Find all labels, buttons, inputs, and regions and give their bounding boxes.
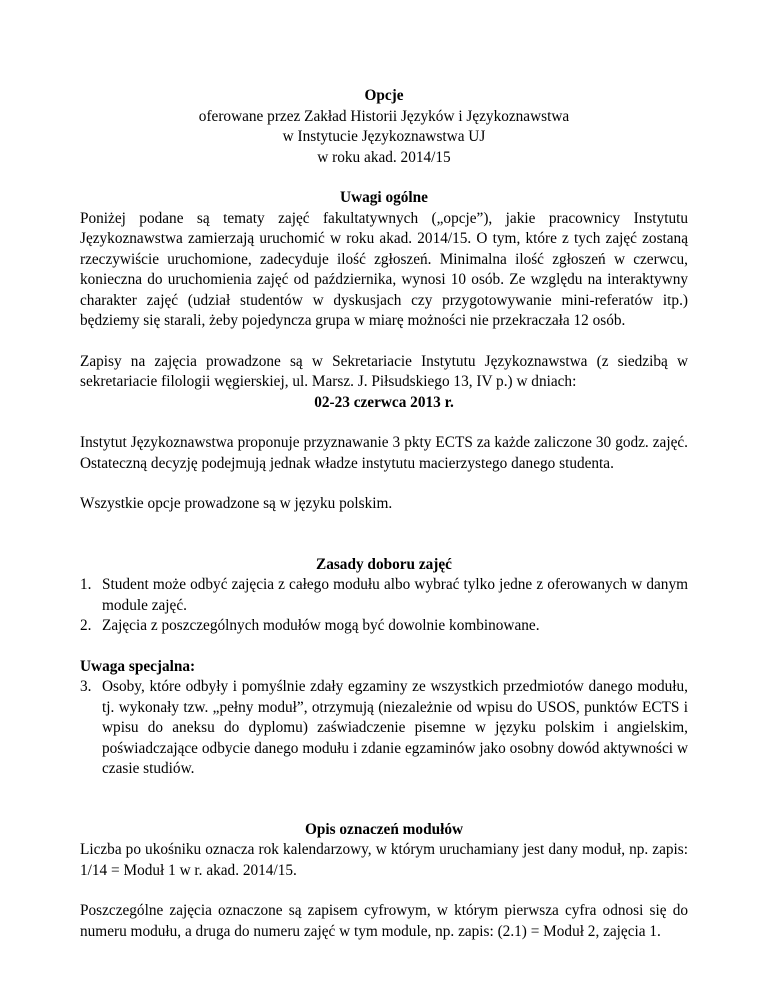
modules-heading: Opis oznaczeń modułów (304, 820, 464, 838)
list-item-number: 3. (80, 678, 92, 695)
general-paragraph-3: Instytut Językoznawstwa proponuje przyznawanie 3 pkty ECTS za każde zaliczone 30 godz. zajęć. Ostateczną decyzję podejmują jednak władze instytutu macierzystego danego studenta. (80, 434, 688, 472)
rules-heading: Zasady doboru zajęć (316, 555, 452, 573)
header-line-1: oferowane przez Zakład Historii Języków i Językoznawstwa (198, 107, 570, 125)
modules-paragraph-2: Poszczególne zajęcia oznaczone są zapisem cyfrowym, w którym pierwsza cyfra odnosi się do numeru modułu, a druga do numeru zajęć w tym module, np. zapis: (2.1) = Moduł 2, zajęcia 1. (80, 902, 688, 940)
list-item (80, 575, 688, 616)
document-title: Opcje (364, 87, 404, 104)
special-heading: Uwaga specjalna: (80, 657, 196, 675)
list-item (80, 616, 688, 637)
document-content (80, 86, 688, 942)
list-item-number: 2. (80, 617, 92, 634)
list-item (80, 677, 688, 780)
list-item-number: 1. (80, 576, 92, 593)
enrollment-dates: 02-23 czerwca 2013 r. (314, 393, 454, 411)
header-line-2: w Instytucie Językoznawstwa UJ (282, 128, 486, 145)
list-item-text: Zajęcia z poszczególnych modułów mogą być dowolnie kombinowane. (102, 617, 540, 634)
general-paragraph-2: Zapisy na zajęcia prowadzone są w Sekretariacie Instytutu Językoznawstwa (z siedzibą w sekretariacie filologii węgierskiej, ul. Marsz. J. Piłsudskiego 13, IV p.) w dniach: (80, 352, 688, 390)
general-paragraph-4: Wszystkie opcje prowadzone są w języku polskim. (80, 495, 393, 512)
general-paragraph-1: Poniżej podane są tematy zajęć fakultatywnych („opcje”), jakie pracownicy Instytutu Językoznawstwa zamierzają uruchomić w roku akad. 2014/15. O tym, które z tych zajęć zostaną rzeczywiście uruchomione, zadecyduje ilość zgłoszeń. Minimalna ilość zgłoszeń w czerwcu, konieczna do uruchomienia zajęć od października, wynosi 10 osób. Ze względu na interaktywny charakter zajęć (udział studentów w dyskusjach czy przygotowywanie mini-referatów itp.) będziemy się starali, żeby pojedyncza grupa w miarę możności nie przekraczała 12 osób. (80, 209, 688, 329)
list-item-text: Osoby, które odbyły i pomyślnie zdały egzaminy ze wszystkich przedmiotów danego modułu, tj. wykonały tzw. „pełny moduł”, otrzymują (niezależnie od wpisu do USOS, punktów ECTS i wpisu do aneksu do dyplomu) zaświadczenie pisemne w języku polskim i angielskim, poświadczające odbycie danego modułu i zdanie egzaminów jako osobny dowód aktywności w czasie studiów. (102, 678, 688, 777)
header-line-3: w roku akad. 2014/15 (317, 148, 451, 166)
modules-paragraph-1: Liczba po ukośniku oznacza rok kalendarzowy, w którym uruchamiany jest dany moduł, np. zapis: 1/14 = Moduł 1 w r. akad. 2014/15. (80, 841, 688, 879)
rules-list (80, 575, 688, 637)
special-list (80, 677, 688, 780)
list-item-text: Student może odbyć zajęcia z całego modułu albo wybrać tylko jedne z oferowanych w danym module zajęć. (102, 576, 688, 614)
general-heading: Uwagi ogólne (340, 189, 428, 206)
